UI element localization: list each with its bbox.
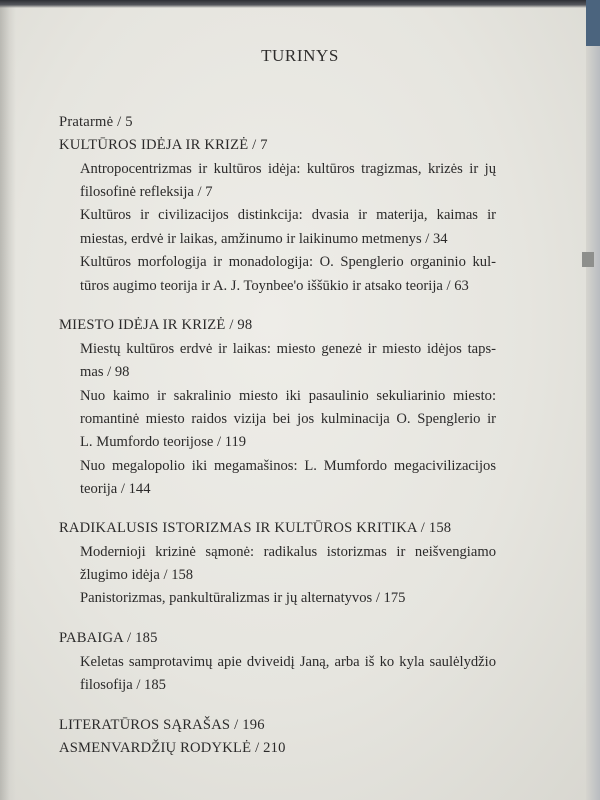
toc-section-1: KULTŪROS IDĖJA IR KRIZĖ / 7 — [59, 137, 268, 153]
toc-subentry: Antropocentrizmas ir kultūros idėja: kultūros tragizmas, krizės ir jų — [80, 161, 496, 177]
toc-subentry: Nuo kaimo ir sakralinio miesto iki pasaulinio sekuliarinio miesto: — [80, 388, 496, 404]
toc-section-5: LITERATŪROS SĄRAŠAS / 196 — [59, 717, 265, 733]
page-right-edge — [586, 0, 600, 800]
toc-subentry: Panistorizmas, pankultūralizmas ir jų alternatyvos / 175 — [80, 590, 406, 606]
top-edge-shadow — [0, 0, 600, 8]
toc-subentry: romantinė miesto raidos vizija bei jos kulminacija O. Spenglerio ir — [80, 411, 496, 427]
toc-section-2: MIESTO IDĖJA IR KRIZĖ / 98 — [59, 317, 253, 333]
toc-section-4: PABAIGA / 185 — [59, 630, 158, 646]
toc-section-3: RADIKALUSIS ISTORIZMAS IR KULTŪROS KRITIKA / 158 — [59, 520, 452, 536]
page-spine-shadow — [0, 0, 16, 800]
toc-subentry: Kultūros morfologija ir monadologija: O. Spenglerio organinio kul- — [80, 254, 496, 270]
toc-subentry: teorija / 144 — [80, 481, 151, 497]
toc-subentry: tūros augimo teorija ir A. J. Toynbee'o iššūkio ir atsako teorija / 63 — [80, 278, 469, 294]
toc-subentry: Keletas samprotavimų apie dviveidį Janą, arba iš ko kyla saulėlydžio — [80, 654, 496, 670]
toc-subentry: L. Mumfordo teorijose / 119 — [80, 434, 247, 450]
toc-subentry: žlugimo idėja / 158 — [80, 567, 194, 583]
page-tab-mark — [582, 252, 594, 267]
toc-subentry: filosofinė refleksija / 7 — [80, 184, 213, 200]
bookmark-ribbon — [586, 0, 600, 46]
toc-subentry: Modernioji krizinė sąmonė: radikalus istorizmas ir neišvengiamo — [80, 544, 496, 560]
toc-subentry: Kultūros ir civilizacijos distinkcija: dvasia ir materija, kaimas ir — [80, 207, 496, 223]
page-title: TURINYS — [261, 46, 339, 65]
toc-subentry: mas / 98 — [80, 364, 130, 380]
toc-subentry: filosofija / 185 — [80, 677, 166, 693]
toc-subentry: Miestų kultūros erdvė ir laikas: miesto genezė ir miesto idėjos taps- — [80, 341, 496, 357]
toc-entry-preface: Pratarmė / 5 — [59, 114, 133, 130]
toc-subentry: miestas, erdvė ir laikas, amžinumo ir laikinumo metmenys / 34 — [80, 231, 448, 247]
toc-section-6: ASMENVARDŽIŲ RODYKLĖ / 210 — [59, 740, 286, 756]
toc-subentry: Nuo megalopolio iki megamašinos: L. Mumfordo megacivilizacijos — [80, 458, 496, 474]
